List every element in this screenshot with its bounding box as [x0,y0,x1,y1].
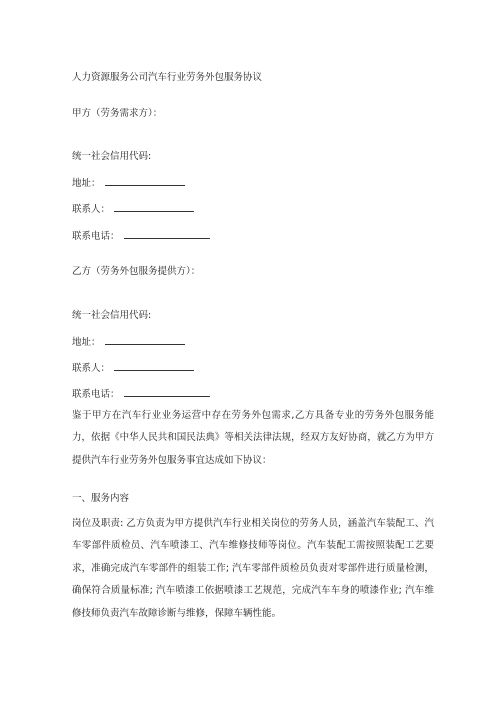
party-b-address-label: 地址： [72,337,101,348]
party-a-contact-label: 联系人： [72,204,111,215]
party-b-heading: 乙方（劳务外包服务提供方）： [72,266,201,277]
party-a-contact-row [72,202,194,216]
preamble-paragraph: 鉴于甲方在汽车行业业务运营中存在劳务外包需求,乙方具备专业的劳务外包服务能力，依据《中华人民共和国民法典》等相关法律法规，经双方友好协商，就乙方为甲方提供汽车行业劳务外包服务事宜达成如下协议： [72,410,434,466]
party-b-phone-label: 联系电话： [72,389,120,400]
party-b-address-row [72,335,185,349]
party-b-contact-blank [114,361,194,371]
party-a-contact-blank [114,202,194,212]
party-b-contact-row [72,361,194,375]
party-b-phone-blank [124,387,210,397]
party-a-credit-code-label: 统一社会信用代码: [72,151,152,162]
party-a-address-blank [105,176,185,186]
section-1-body: 岗位及职责: 乙方负责为甲方提供汽车行业相关岗位的劳务人员，涵盖汽车装配工、汽车零部件质检员、汽车喷漆工、汽车维修技师等岗位。汽车装配工需按照装配工艺要求，准确完成汽车零部件的组装工作; 汽车零部件质检员负责对零部件进行质量检测，确保符合质量标准; 汽车喷漆工依据喷漆工艺规范，完成汽车车身的喷漆作业; 汽车维修技师负责汽车故障诊断与维修，保障车辆性能。 [72,518,434,619]
party-a-heading: 甲方（劳务需求方）： [72,108,163,119]
party-a-address-label: 地址： [72,178,101,189]
party-a-address-row [72,176,185,190]
document-title: 人力资源服务公司汽车行业劳务外包服务协议 [72,72,263,83]
party-b-credit-code-label: 统一社会信用代码: [72,310,152,321]
section-1-heading: 一、服务内容 [72,493,130,504]
party-b-contact-label: 联系人： [72,363,111,374]
party-a-phone-label: 联系电话： [72,231,120,242]
party-b-phone-row [72,387,210,401]
party-a-phone-blank [124,229,210,239]
party-b-address-blank [105,335,185,345]
party-a-phone-row [72,229,210,243]
